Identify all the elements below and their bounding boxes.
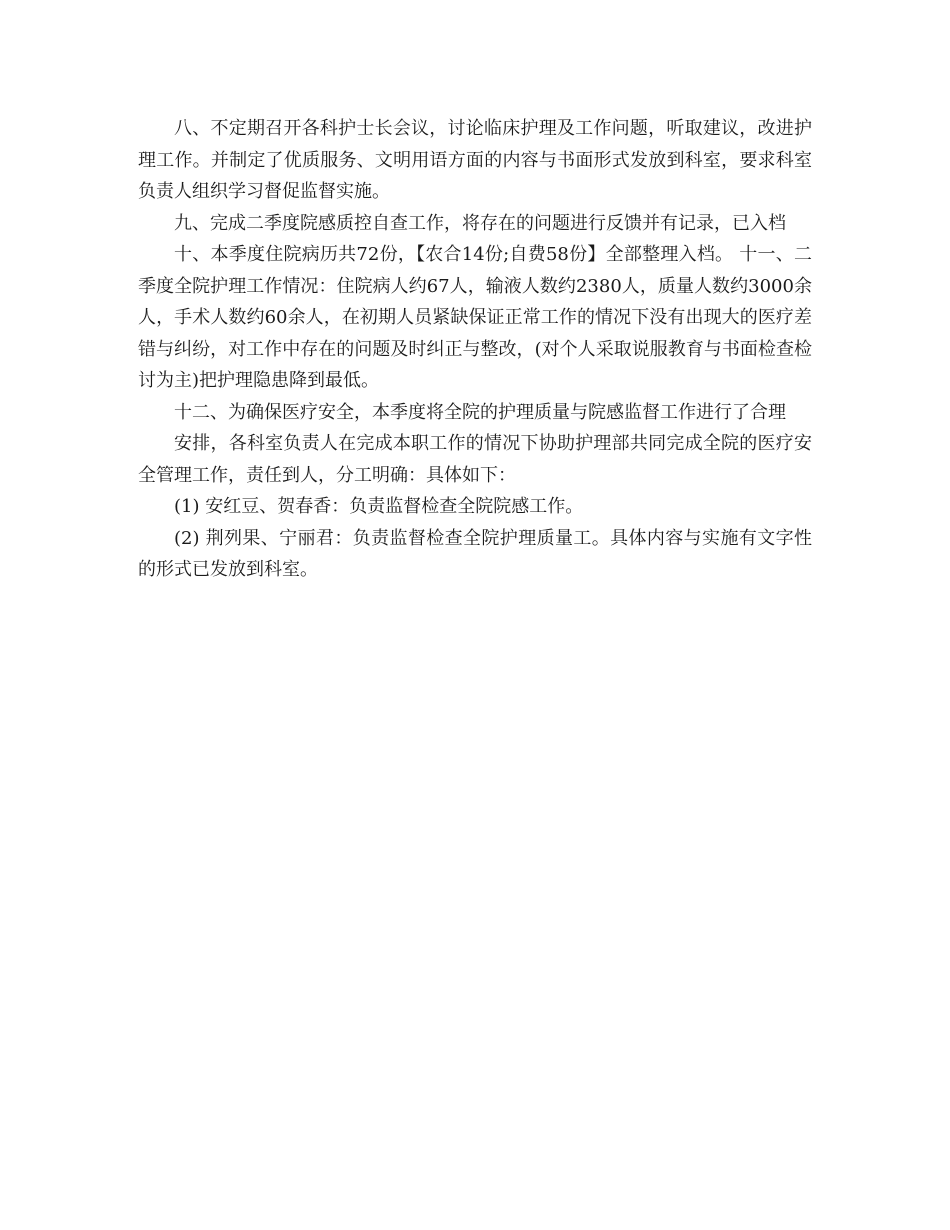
list-item-1: (1) 安红豆、贺春香：负责监督检查全院院感工作。 xyxy=(174,496,584,517)
paragraph-12-continued: 安排，各科室负责人在完成本职工作的情况下协助护理部共同完成全院的医疗安全管理工作，责任到人，分工明确：具体如下： xyxy=(138,433,812,486)
paragraph-10-11: 十、本季度住院病历共72份，【农合14份;自费58份】全部整理入档。 十一、二季度全院护理工作情况：住院病人约67人，输液人数约2380人，质量人数约3000余人，手术人数约60余人，在初期人员紧缺保证正常工作的情况下没有出现大的医疗差错与纠纷，对工作中存在的问题及时纠正与整改，(对个人采取说服教育与书面检查检讨为主)把护理隐患降到最低。 xyxy=(138,244,812,391)
document-body xyxy=(138,113,812,586)
paragraph-9: 九、完成二季度院感质控自查工作，将存在的问题进行反馈并有记录，已入档 xyxy=(174,212,786,234)
paragraph-12: 十二、为确保医疗安全，本季度将全院的护理质量与院感监督工作进行了合理 xyxy=(174,401,786,423)
paragraph-8: 八、不定期召开各科护士长会议，讨论临床护理及工作问题，听取建议，改进护理工作。并制定了优质服务、文明用语方面的内容与书面形式发放到科室，要求科室负责人组织学习督促监督实施。 xyxy=(138,118,812,202)
list-item-2: (2) 荆列果、宁丽君：负责监督检查全院护理质量工。具体内容与实施有文字性的形式已发放到科室。 xyxy=(138,527,812,580)
